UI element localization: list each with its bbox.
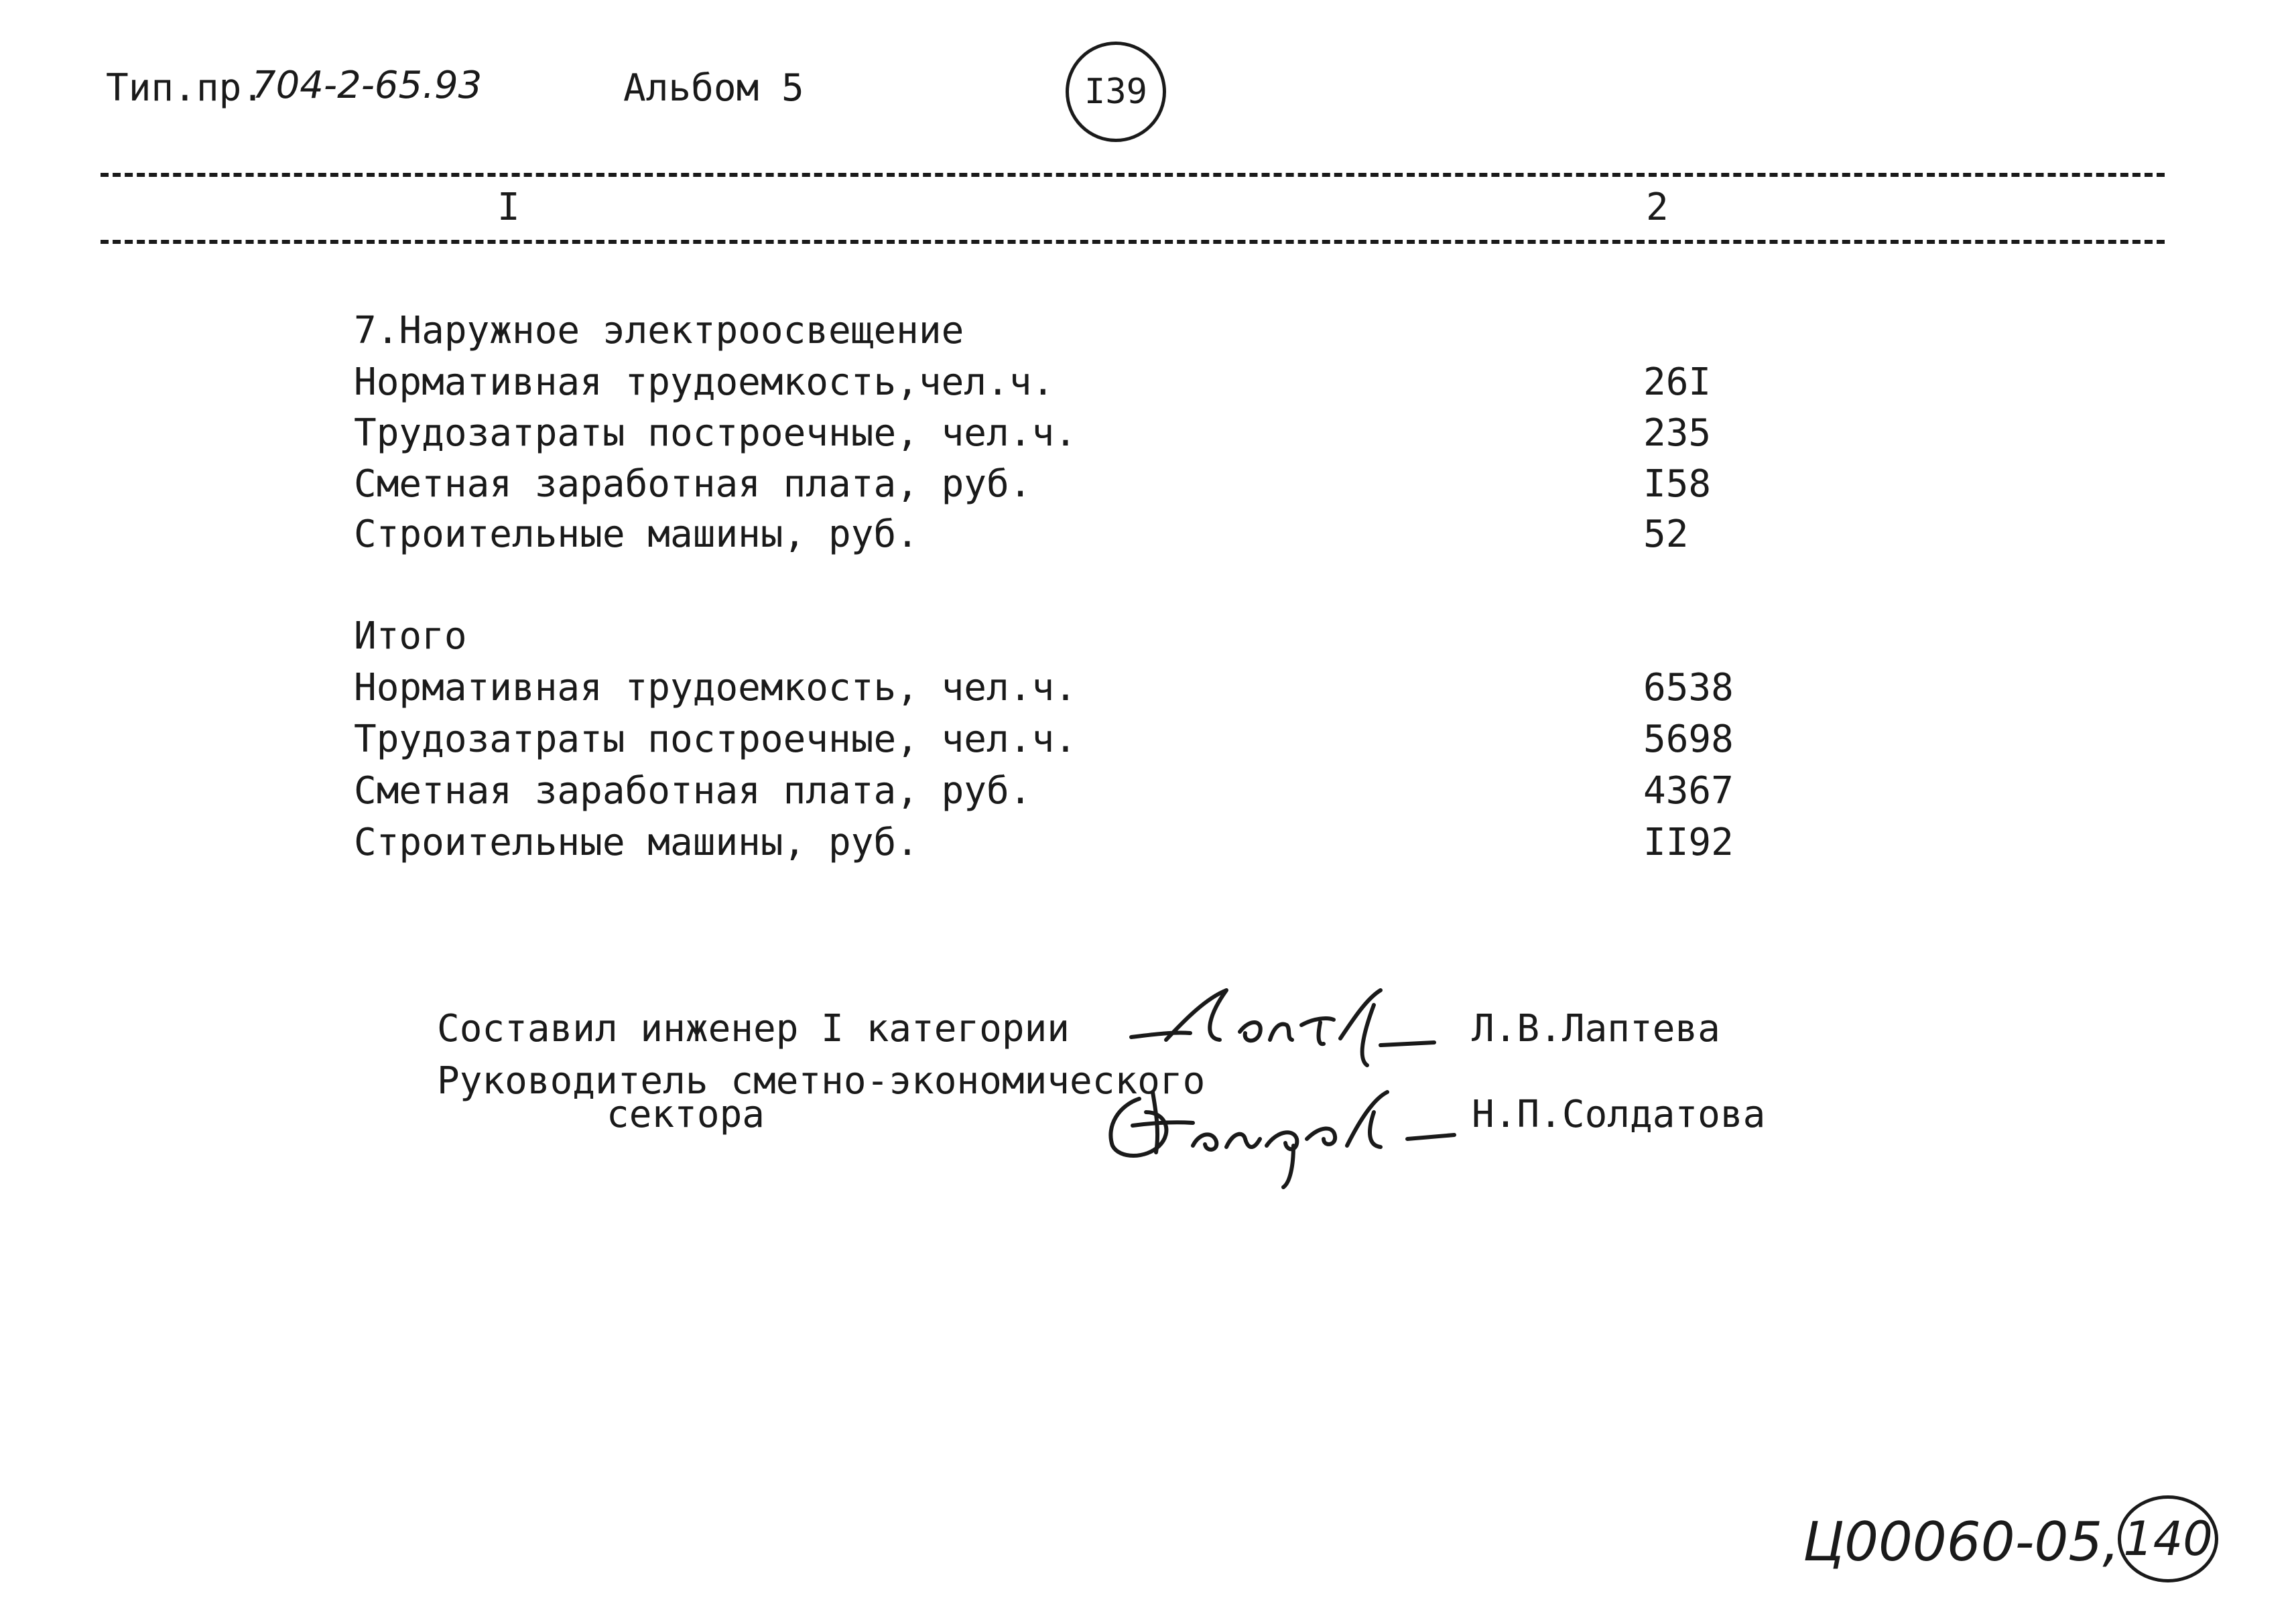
total-title: Итого — [354, 614, 467, 658]
type-project-number: 704-2-65.93 — [252, 64, 483, 107]
section7-row-value: 235 — [1643, 411, 1712, 455]
section7-row-label: Сметная заработная плата, руб. — [354, 462, 1032, 506]
sheet-number: 140 — [2123, 1511, 2213, 1566]
section7-row-label: Строительные машины, руб. — [354, 513, 919, 556]
section7-row-label: Нормативная трудоемкость,чел.ч. — [354, 360, 1055, 404]
total-row-label: Строительные машины, руб. — [354, 821, 919, 864]
column-header-2: 2 — [1646, 186, 1669, 229]
total-row-value: II92 — [1643, 821, 1734, 864]
section7-row-value: I58 — [1643, 462, 1712, 506]
total-row-label: Трудозатраты построечные, чел.ч. — [354, 718, 1077, 761]
head-name: Н.П.Солдатова — [1472, 1093, 1766, 1136]
type-project-prefix: Тип.пр. — [106, 66, 265, 110]
total-row-value: 6538 — [1643, 666, 1734, 709]
section-title: 7.Наружное электроосвещение — [354, 309, 964, 352]
total-row-label: Сметная заработная плата, руб. — [354, 769, 1032, 813]
table-top-rule — [101, 173, 2165, 177]
head-role-line1: Руководитель сметно-экономического — [437, 1059, 1206, 1103]
compiled-by-name: Л.В.Лаптева — [1472, 1007, 1720, 1051]
column-header-1: I — [497, 186, 520, 229]
table-header-rule — [101, 240, 2165, 244]
head-role-line2: сектора — [607, 1093, 765, 1136]
total-row-label: Нормативная трудоемкость, чел.ч. — [354, 666, 1077, 709]
section7-row-label: Трудозатраты построечные, чел.ч. — [354, 411, 1077, 455]
page-number-circle — [1066, 42, 1166, 142]
archive-number: Ц00060-05, — [1803, 1511, 2120, 1573]
sheet-number-circle — [2118, 1495, 2218, 1582]
section7-row-value: 26I — [1643, 360, 1712, 404]
section7-row-value: 52 — [1643, 513, 1689, 556]
album-label: Альбом 5 — [623, 66, 804, 110]
compiled-by-role: Составил инженер I категории — [437, 1007, 1070, 1051]
page-number: I39 — [1084, 72, 1147, 112]
total-row-value: 5698 — [1643, 718, 1734, 761]
total-row-value: 4367 — [1643, 769, 1734, 813]
head-signature — [1092, 1072, 1461, 1193]
